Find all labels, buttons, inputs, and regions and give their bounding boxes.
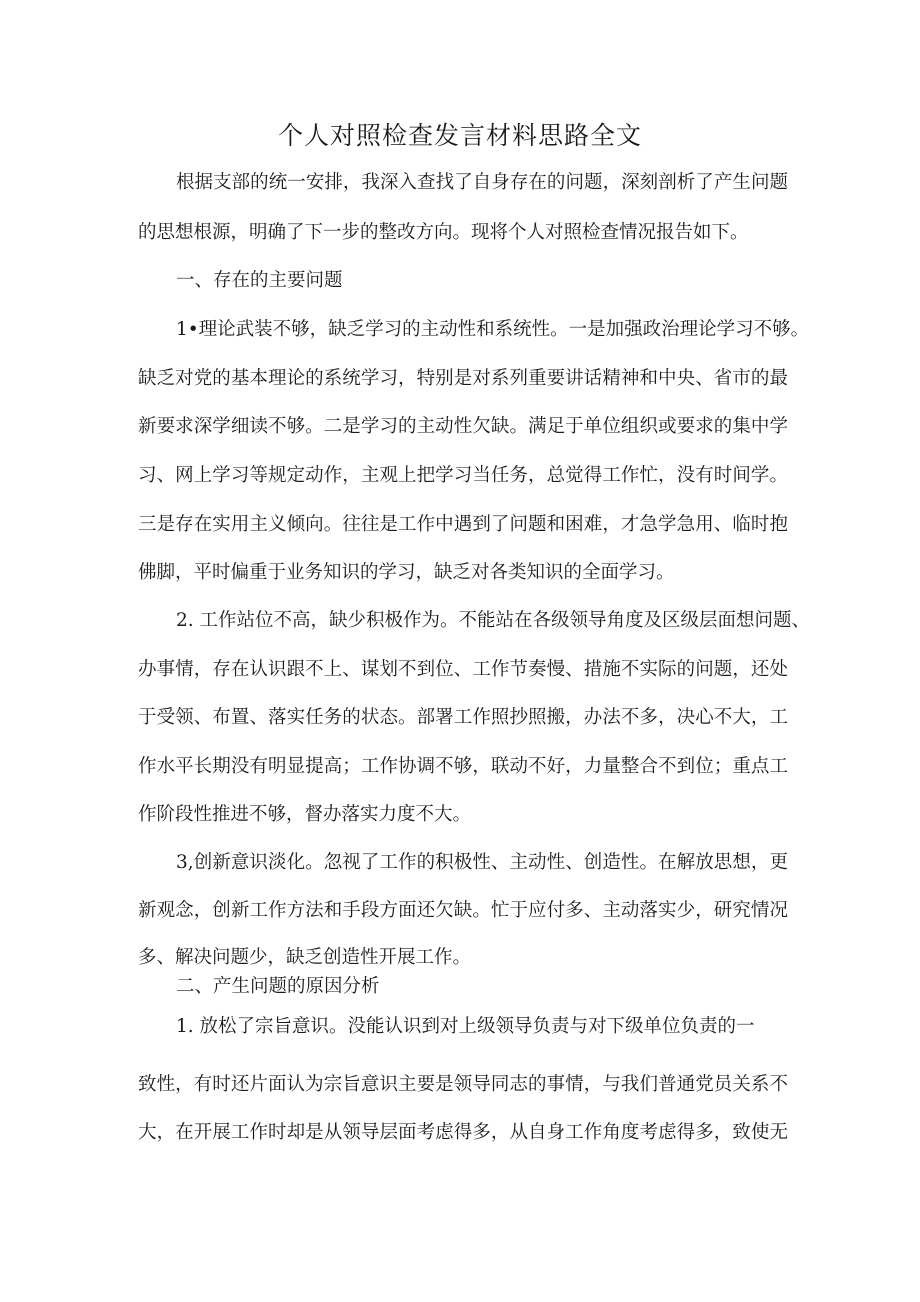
paragraph-2-line-5: 作阶段性推进不够，督办落实力度不大。 — [138, 804, 472, 825]
paragraph-4-line-1: 1. 放松了宗旨意识。没能认识到对上级领导负责与对下级单位负责的一 — [176, 1016, 755, 1037]
document-title: 个人对照检查发言材料思路全文 — [277, 121, 642, 150]
paragraph-1-line-2: 缺乏对党的基本理论的系统学习，特别是对系列重要讲话精神和中央、省市的最 — [138, 368, 788, 389]
paragraph-2-line-1: 2. 工作站位不高，缺少积极作为。不能站在各级领导角度及区级层面想问题、 — [176, 610, 811, 631]
intro-line-1: 根据支部的统一安排，我深入查找了自身存在的问题，深刻剖析了产生问题 — [176, 172, 788, 193]
paragraph-2-line-4: 作水平长期没有明显提高；工作协调不够，联动不好，力量整合不到位；重点工 — [138, 756, 788, 777]
paragraph-1-line-6: 佛脚，平时偏重于业务知识的学习，缺乏对各类知识的全面学习。 — [138, 562, 675, 583]
paragraph-2-line-3: 于受领、布置、落实任务的状态。部署工作照抄照搬，办法不多，决心不大，工 — [138, 707, 788, 728]
section-heading-2: 二、产生问题的原因分析 — [176, 976, 380, 997]
paragraph-3-line-2: 新观念，创新工作方法和手段方面还欠缺。忙于应付多、主动落实少，研究情况 — [138, 900, 788, 921]
section-heading-1: 一、存在的主要问题 — [176, 270, 343, 291]
paragraph-4-line-2: 致性，有时还片面认为宗旨意识主要是领导同志的事情，与我们普通党员关系不 — [138, 1074, 788, 1095]
paragraph-2-line-2: 办事情，存在认识跟不上、谋划不到位、工作节奏慢、措施不实际的问题，还处 — [138, 659, 788, 680]
paragraph-3-line-1: 3,创新意识淡化。忽视了工作的积极性、主动性、创造性。在解放思想，更 — [176, 852, 788, 873]
paragraph-1-line-4: 习、网上学习等规定动作，主观上把学习当任务，总觉得工作忙，没有时间学。 — [138, 465, 788, 486]
paragraph-1-line-5: 三是存在实用主义倾向。往往是工作中遇到了问题和困难，才急学急用、临时抱 — [138, 514, 788, 535]
paragraph-1-line-1: 1•理论武装不够，缺乏学习的主动性和系统性。一是加强政治理论学习不够。 — [176, 319, 810, 340]
paragraph-1-line-3: 新要求深学细读不够。二是学习的主动性欠缺。满足于单位组织或要求的集中学 — [138, 416, 788, 437]
intro-line-2: 的思想根源，明确了下一步的整改方向。现将个人对照检查情况报告如下。 — [138, 222, 749, 243]
paragraph-4-line-3: 大，在开展工作时却是从领导层面考虑得多，从自身工作角度考虑得多，致使无 — [138, 1122, 788, 1143]
paragraph-3-line-3: 多、解决问题少，缺乏创造性开展工作。 — [138, 947, 472, 968]
